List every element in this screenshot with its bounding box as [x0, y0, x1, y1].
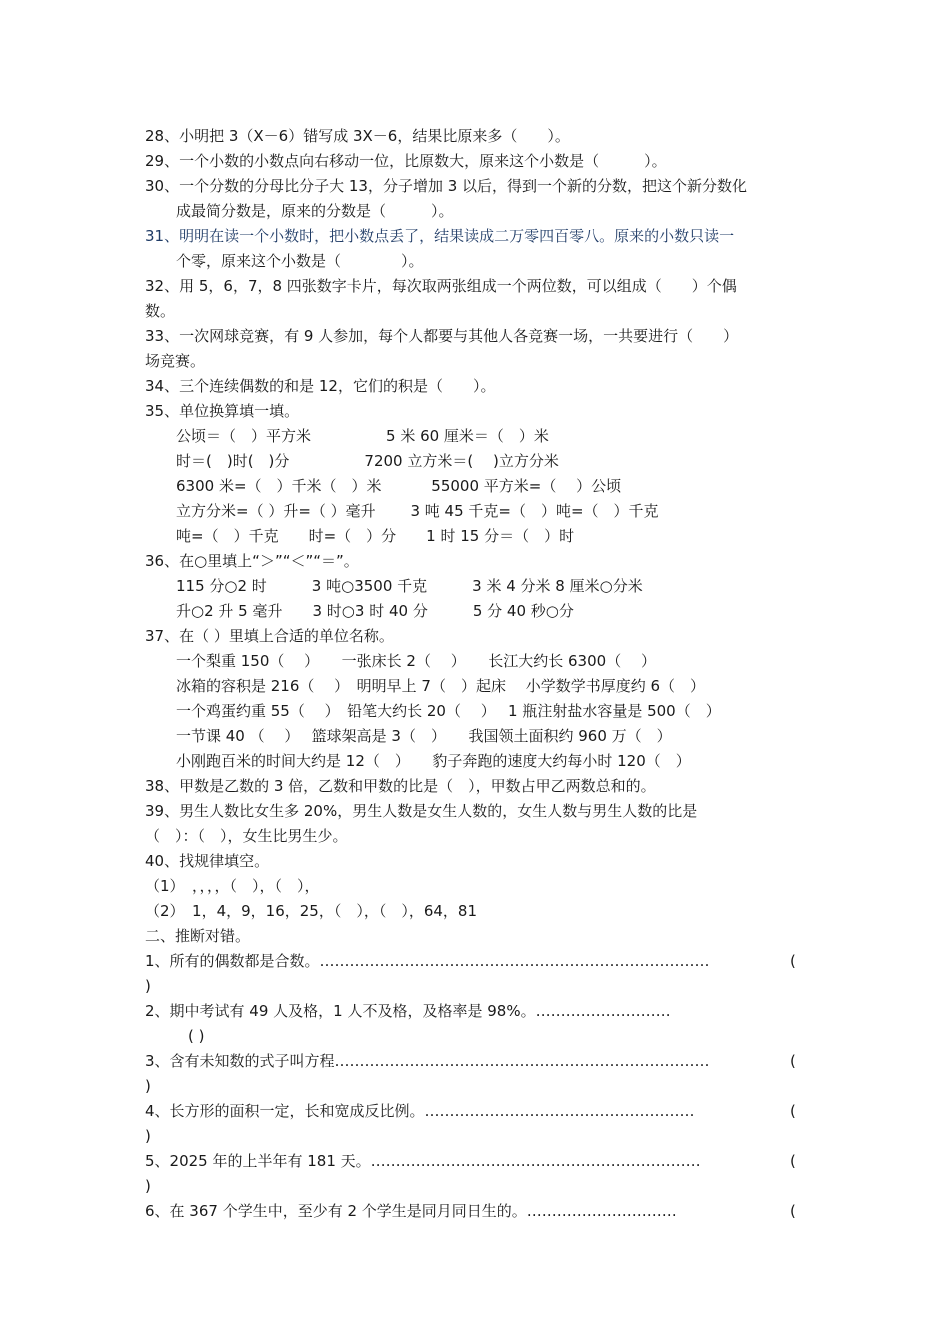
question-37-row2: 冰箱的容积是 216（ ） 明明早上 7（ ）起床 小学数学书厚度约 6（ ）	[176, 677, 706, 695]
question-32-line2: 数。	[145, 302, 176, 320]
question-36-row1: 115 分○2 时 3 吨○3500 千克 3 米 4 分米 8 厘米○分米	[176, 577, 643, 595]
question-39-line1: 39、男生人数比女生多 20%，男生人数是女生人数的，女生人数与男生人数的比是	[145, 802, 698, 820]
question-36: 36、在○里填上“＞”“＜”“＝”。	[145, 552, 359, 570]
question-35-row1: 公顷＝（ ）平方米 5 米 60 厘米＝（ ）米	[176, 427, 549, 445]
section-2-title: 二、推断对错。	[145, 927, 251, 945]
question-37-row4: 一节课 40 （ ） 篮球架高是 3（ ） 我国领土面积约 960 万（ ）	[176, 727, 672, 745]
question-35-row5: 吨=（ ）千克 时=（ ）分 1 时 15 分＝（ ）时	[176, 527, 575, 545]
question-40: 40、找规律填空。	[145, 852, 270, 870]
question-37-row5: 小刚跑百米的时间大约是 12（ ） 豹子奔跑的速度大约每小时 120（ ）	[176, 752, 691, 770]
statement-5: 5、2025 年的上半年有 181 天。…………………………………………………………	[145, 1152, 701, 1170]
statement-4-close-paren: )	[145, 1127, 151, 1145]
question-38: 38、甲数是乙数的 3 倍，乙数和甲数的比是（ ），甲数占甲乙两数总和的。	[145, 777, 656, 795]
question-37-row3: 一个鸡蛋约重 55（ ） 铅笔大约长 20（ ） 1 瓶注射盐水容量是 500（ ）	[176, 702, 721, 720]
question-40-part2: （2） 1，4，9，16，25，（ ），（ ），64，81	[145, 902, 478, 920]
statement-3-close-paren: )	[145, 1077, 151, 1095]
question-40-part1: （1） ，，，，（ ），（ ），	[145, 877, 320, 895]
question-37-row1: 一个梨重 150（ ） 一张床长 2（ ） 长江大约长 6300（ ）	[176, 652, 656, 670]
statement-2: 2、期中考试有 49 人及格，1 人不及格，及格率是 98%。………………………	[145, 1002, 671, 1020]
statement-3-open-paren: (	[790, 1052, 796, 1070]
statement-4: 4、长方形的面积一定，长和宽成反比例。………………………………………………	[145, 1102, 695, 1120]
statement-5-close-paren: )	[145, 1177, 151, 1195]
question-29: 29、一个小数的小数点向右移动一位，比原数大，原来这个小数是（ ）。	[145, 152, 667, 170]
question-37: 37、在（ ）里填上合适的单位名称。	[145, 627, 394, 645]
question-39-line2: （ ）：（ ），女生比男生少。	[145, 827, 348, 845]
question-28: 28、小明把 3（X－6）错写成 3X－6，结果比原来多（ ）。	[145, 127, 570, 145]
question-30-line2: 成最简分数是，原来的分数是（ ）。	[176, 202, 454, 220]
question-31-line1: 31、明明在读一个小数时，把小数点丢了，结果读成二万零四百零八。原来的小数只读一	[145, 227, 735, 245]
statement-6: 6、在 367 个学生中，至少有 2 个学生是同月同日生的。…………………………	[145, 1202, 677, 1220]
question-35: 35、单位换算填一填。	[145, 402, 300, 420]
question-30-line1: 30、一个分数的分母比分子大 13，分子增加 3 以后，得到一个新的分数，把这个新分数化	[145, 177, 748, 195]
question-34: 34、三个连续偶数的和是 12，它们的积是（ ）。	[145, 377, 496, 395]
question-33-line1: 33、一次网球竞赛，有 9 人参加，每个人都要与其他人各竞赛一场，一共要进行（ ）	[145, 327, 739, 345]
statement-1-close-paren: )	[145, 977, 151, 995]
question-35-row4: 立方分米=（ ）升=（ ）毫升 3 吨 45 千克=（ ）吨=（ ）千克	[176, 502, 659, 520]
question-32-line1: 32、用 5，6，7，8 四张数字卡片，每次取两张组成一个两位数，可以组成（ ）个偶	[145, 277, 737, 295]
question-35-row2: 时＝( )时( )分 7200 立方米＝( )立方分米	[176, 452, 559, 470]
statement-1: 1、所有的偶数都是合数。……………………………………………………………………	[145, 952, 710, 970]
question-33-line2: 场竞赛。	[145, 352, 206, 370]
question-35-row3: 6300 米=（ ）千米（ ）米 55000 平方米=（ ）公顷	[176, 477, 622, 495]
question-36-row2: 升○2 升 5 毫升 3 时○3 时 40 分 5 分 40 秒○分	[176, 602, 574, 620]
statement-4-open-paren: (	[790, 1102, 796, 1120]
statement-5-open-paren: (	[790, 1152, 796, 1170]
statement-1-open-paren: (	[790, 952, 796, 970]
question-31-line2: 个零，原来这个小数是（ ）。	[176, 252, 424, 270]
statement-6-open-paren: (	[790, 1202, 796, 1220]
statement-3: 3、含有未知数的式子叫方程…………………………………………………………………	[145, 1052, 710, 1070]
statement-2-answer-parens: ( )	[188, 1027, 205, 1045]
